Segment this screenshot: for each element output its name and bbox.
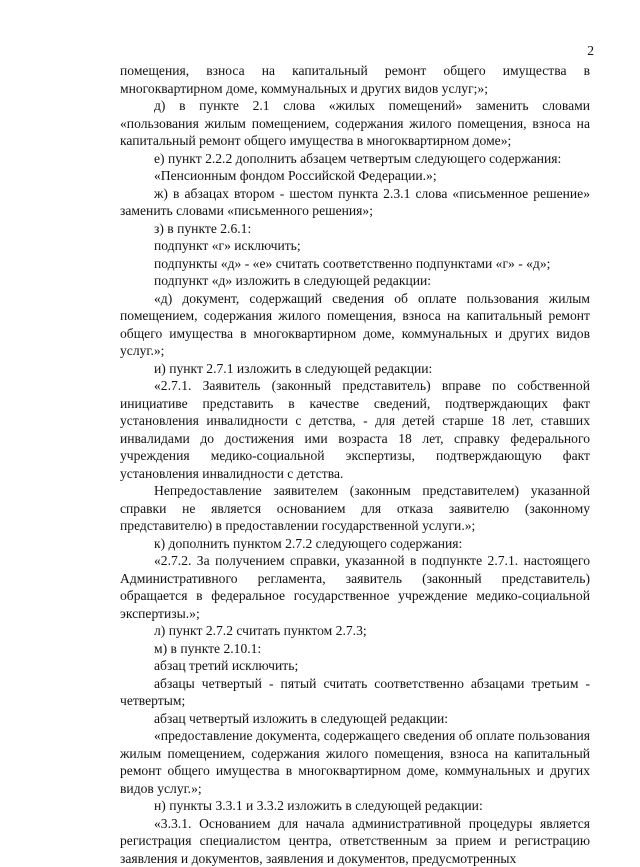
paragraph-18: абзац третий исключить; <box>120 657 590 675</box>
paragraph-20: абзац четвертый изложить в следующей редакции: <box>120 710 590 728</box>
paragraph-11: и) пункт 2.7.1 изложить в следующей редакции: <box>120 360 590 378</box>
paragraph-17: м) в пункте 2.10.1: <box>120 640 590 658</box>
paragraph-5: ж) в абзацах втором - шестом пункта 2.3.1 слова «письменное решение» заменить словами «письменного решения»; <box>120 185 590 220</box>
document-body <box>120 62 590 867</box>
paragraph-2: д) в пункте 2.1 слова «жилых помещений» заменить словами «пользования жилым помещением, содержания жилого помещения, взноса на капитальный ремонт общего имущества в многоквартирном доме»; <box>120 97 590 150</box>
paragraph-13: Непредоставление заявителем (законным представителем) указанной справки не является основанием для отказа заявителю (законному представителю) в предоставлении государственной услуги.»; <box>120 482 590 535</box>
paragraph-15: «2.7.2. За получением справки, указанной в подпункте 2.7.1. настоящего Административного регламента, заявитель (законный представитель) обращается в федеральное государственное учреждение медико-социальной экспертизы.»; <box>120 552 590 622</box>
paragraph-1: помещения, взноса на капитальный ремонт общего имущества в многоквартирном доме, коммунальных и других видов услуг;»; <box>120 62 590 97</box>
page-number: 2 <box>572 42 594 60</box>
paragraph-14: к) дополнить пунктом 2.7.2 следующего содержания: <box>120 535 590 553</box>
paragraph-9: подпункт «д» изложить в следующей редакции: <box>120 272 590 290</box>
paragraph-6: з) в пункте 2.6.1: <box>120 220 590 238</box>
paragraph-10: «д) документ, содержащий сведения об оплате пользования жилым помещением, содержания жилого помещения, взноса на капитальный ремонт общего имущества в многоквартирном доме, коммунальных и других видов услуг.»; <box>120 290 590 360</box>
paragraph-21: «предоставление документа, содержащего сведения об оплате пользования жилым помещением, содержания жилого помещения, взноса на капитальный ремонт общего имущества в многоквартирном доме, коммунальных и других видов услуг.»; <box>120 727 590 797</box>
paragraph-7: подпункт «г» исключить; <box>120 237 590 255</box>
paragraph-22: н) пункты 3.3.1 и 3.3.2 изложить в следующей редакции: <box>120 797 590 815</box>
paragraph-23: «3.3.1. Основанием для начала административной процедуры является регистрация специалистом центра, ответственным за прием и регистрацию заявления и документов, заявления и документов, предусмотренных <box>120 815 590 867</box>
paragraph-12: «2.7.1. Заявитель (законный представитель) вправе по собственной инициативе представить в качестве сведений, подтверждающих факт установления инвалидности с детства, - для детей старше 18 лет, ставших инвалидами до достижения ими возраста 18 лет, справку федерального учреждения медико-социальной экспертизы, подтверждающую факт установления инвалидности с детства. <box>120 377 590 482</box>
paragraph-4: «Пенсионным фондом Российской Федерации.»; <box>120 167 590 185</box>
paragraph-8: подпункты «д» - «е» считать соответственно подпунктами «г» - «д»; <box>120 255 590 273</box>
paragraph-3: е) пункт 2.2.2 дополнить абзацем четвертым следующего содержания: <box>120 150 590 168</box>
paragraph-19: абзацы четвертый - пятый считать соответственно абзацами третьим - четвертым; <box>120 675 590 710</box>
paragraph-16: л) пункт 2.7.2 считать пунктом 2.7.3; <box>120 622 590 640</box>
